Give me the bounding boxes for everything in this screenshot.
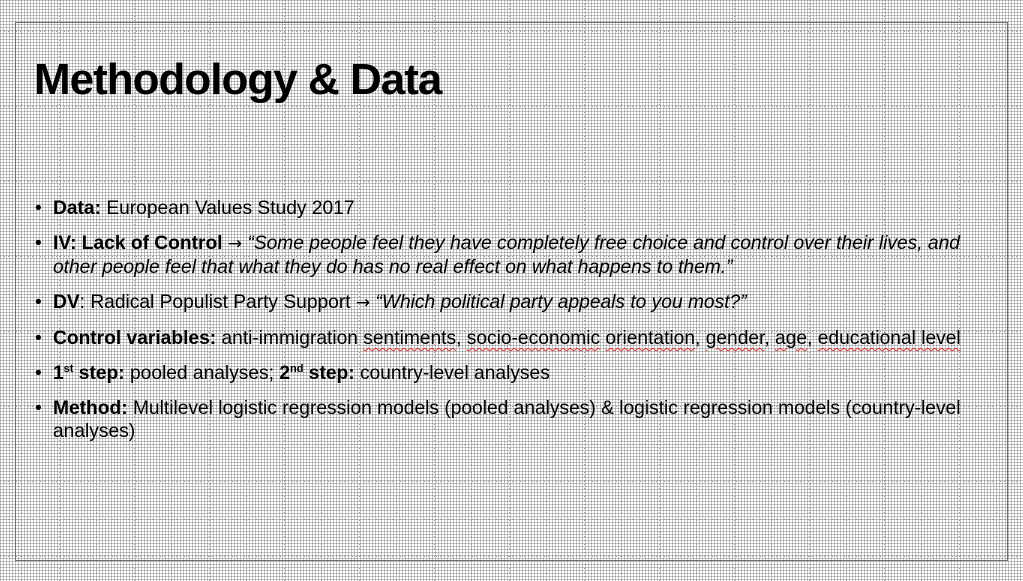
right-arrow-icon: → <box>227 234 243 254</box>
bullet-steps <box>34 362 984 385</box>
right-arrow-icon: → <box>355 293 371 313</box>
step2-number: 2 <box>279 363 290 384</box>
iv-label: IV: Lack of Control <box>53 233 223 254</box>
iv-quote: “Some people feel they have completely free choice and control over their lives, and other people feel that what they do has no real effect on what happens to them.” <box>53 233 960 278</box>
spellcheck-word: age <box>775 328 808 349</box>
spellcheck-word: educational level <box>817 328 961 349</box>
bullet-marker: • <box>35 398 42 419</box>
spellcheck-word: gender <box>705 328 765 349</box>
controls-text: anti-immigration <box>216 328 364 349</box>
step2-label: step: <box>303 363 355 384</box>
controls-label: Control variables: <box>53 328 217 349</box>
slide-title[interactable]: Methodology & Data <box>34 55 442 104</box>
step2-text: country-level analyses <box>354 363 550 384</box>
dv-label: DV <box>53 292 80 313</box>
bullet-iv <box>34 232 984 279</box>
method-text: Multilevel logistic regression models (pooled analyses) & logistic regression models (country-level analyses) <box>53 398 961 442</box>
data-text: European Values Study 2017 <box>100 198 355 219</box>
controls-text: , <box>807 328 818 349</box>
bullet-method <box>34 397 984 443</box>
step1-label: step: <box>73 363 125 384</box>
bullet-dv <box>34 291 984 315</box>
bullet-marker: • <box>35 233 42 254</box>
controls-text: , <box>695 328 706 349</box>
controls-text: , <box>456 328 467 349</box>
bullet-marker: • <box>35 363 42 384</box>
bullet-marker: • <box>35 198 42 219</box>
bullet-marker: • <box>35 292 42 313</box>
dv-quote: “Which political party appeals to you most?” <box>370 292 747 313</box>
step2-ordinal: nd <box>289 363 304 375</box>
spellcheck-word: orientation <box>605 328 696 349</box>
spellcheck-word: sentiments <box>363 328 457 349</box>
spellcheck-word: socio-economic <box>466 328 601 349</box>
controls-text: , <box>764 328 776 349</box>
bullet-data <box>34 197 984 220</box>
step1-ordinal: st <box>63 363 74 375</box>
method-label: Method: <box>53 398 128 419</box>
dv-text: : Radical Populist Party Support <box>79 292 356 313</box>
step1-text: pooled analyses; <box>124 363 280 384</box>
bullet-marker: • <box>35 328 42 349</box>
bullet-list[interactable] <box>34 197 984 455</box>
step1-number: 1 <box>53 363 64 384</box>
data-label: Data: <box>53 198 101 219</box>
bullet-controls <box>34 327 984 350</box>
